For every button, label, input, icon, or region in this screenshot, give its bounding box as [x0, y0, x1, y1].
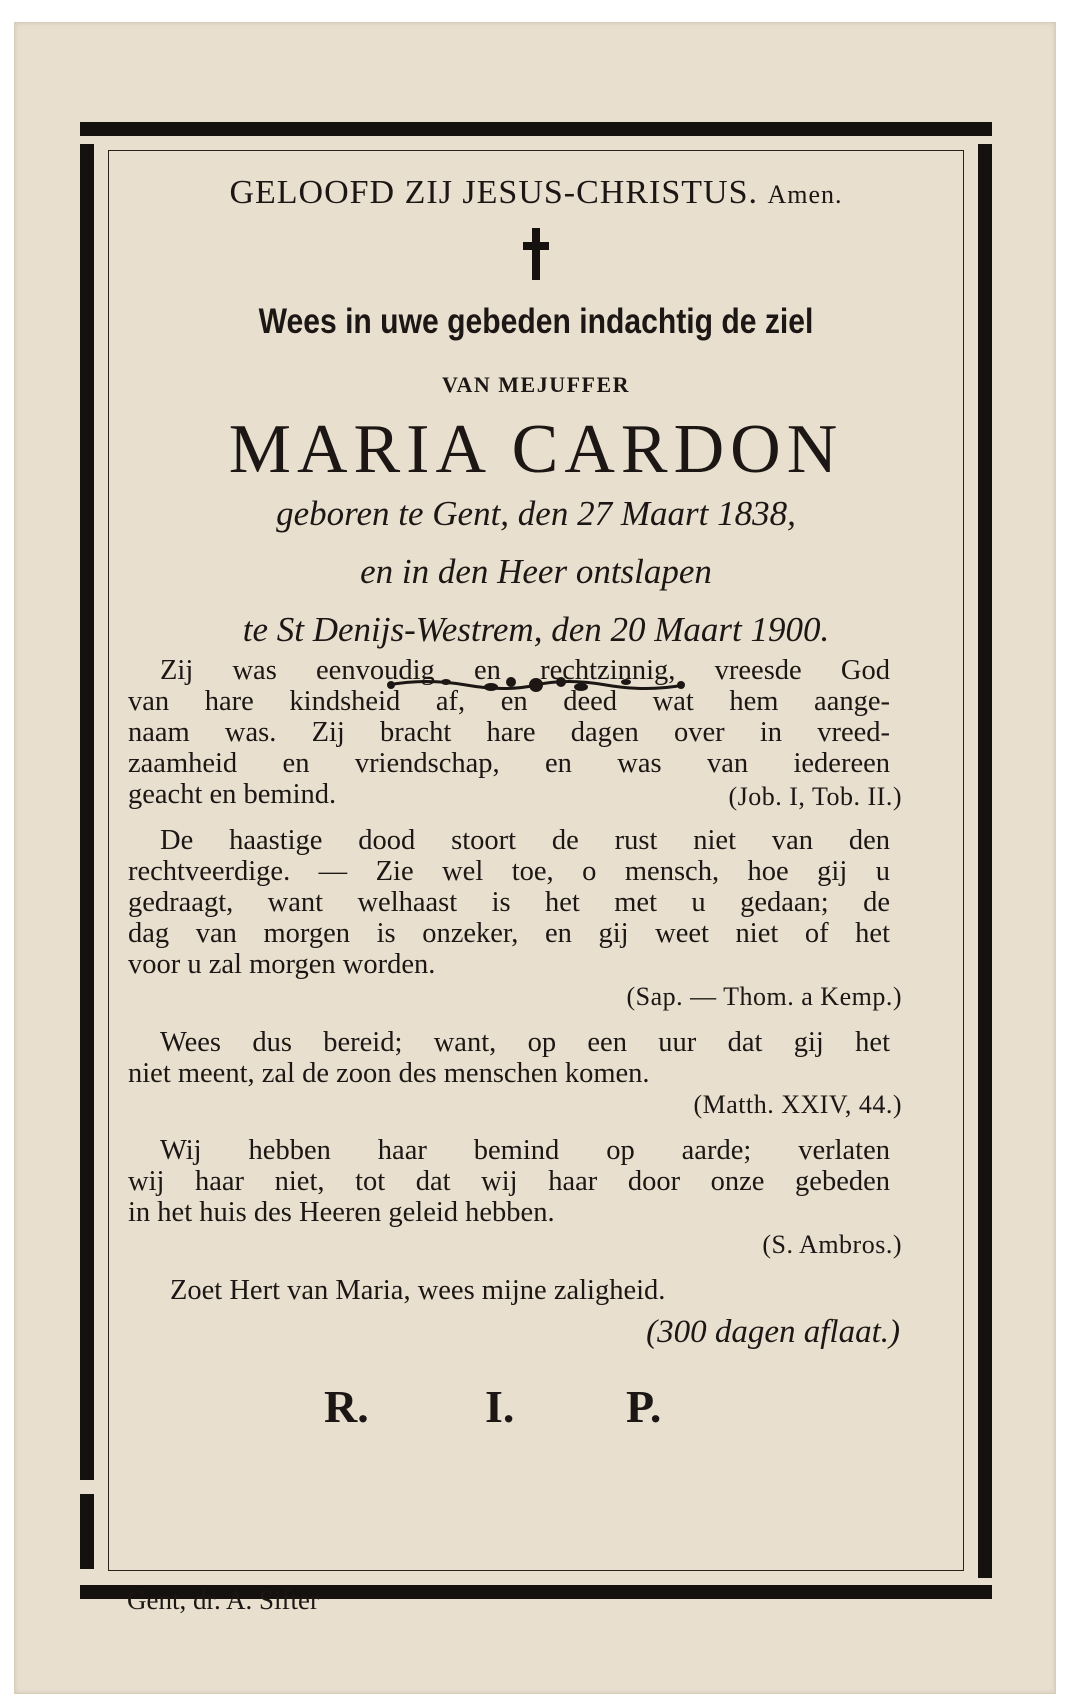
birth-line: geboren te Gent, den 27 Maart 1838,	[276, 494, 796, 533]
verse-line: geacht en bemind.	[128, 779, 337, 810]
rip-p: P.	[626, 1381, 662, 1432]
amen-text: Amen.	[767, 180, 843, 209]
verse-line: van hare kindsheid af, en deed wat hem aange-	[128, 686, 890, 717]
printer-credit: Gent, dr. A. Sifter	[127, 1585, 319, 1615]
verse-line: gedraagt, want welhaast is het met u gedaan; de	[128, 887, 890, 918]
rip-r: R.	[324, 1381, 369, 1432]
verse-line: wij haar niet, tot dat wij haar door onze gebeden	[128, 1166, 890, 1197]
death-line: en in den Heer ontslapen	[360, 552, 712, 591]
reference-2: (Sap. — Thom. a Kemp.)	[626, 982, 902, 1011]
rip-i: I.	[485, 1381, 515, 1432]
verse-line: De haastige dood stoort de rust niet van den	[160, 825, 890, 856]
card-content	[80, 122, 992, 1599]
cross-icon	[523, 228, 549, 280]
verse-line: naam was. Zij bracht hare dagen over in vreed-	[128, 717, 890, 748]
verse-line: niet meent, zal de zoon des menschen komen.	[128, 1058, 650, 1089]
praise-text: GELOOFD ZIJ JESUS-CHRISTUS.	[229, 174, 758, 211]
prayer-line: Wees in uwe gebeden indachtig de ziel	[258, 302, 814, 341]
verse-line: Wees dus bereid; want, op een uur dat gij het	[160, 1027, 890, 1058]
verse-line: in het huis des Heeren geleid hebben.	[128, 1197, 555, 1228]
memorial-card	[14, 22, 1056, 1694]
death-place-line: te St Denijs-Westrem, den 20 Maart 1900.	[242, 610, 830, 649]
verse-line: Wij hebben haar bemind op aarde; verlaten	[160, 1135, 890, 1166]
verse-line: zaamheid en vriendschap, en was van iedereen	[128, 748, 890, 779]
praise-line	[80, 174, 992, 212]
verse-4	[128, 1135, 890, 1228]
verse-line: rechtveerdige. — Zie wel toe, o mensch, hoe gij u	[128, 856, 890, 887]
reference-3: (Matth. XXIV, 44.)	[693, 1090, 902, 1119]
sacred-heart-prayer: Zoet Hert van Maria, wees mijne zaligheid.	[170, 1275, 666, 1306]
van-mejuffer: VAN MEJUFFER	[441, 372, 631, 397]
verse-2	[128, 825, 890, 980]
indulgence-note: (300 dagen aflaat.)	[646, 1314, 900, 1350]
verse-line: voor u zal morgen worden.	[128, 949, 436, 980]
verse-line: Zij was eenvoudig en rechtzinnig, vreesde God	[160, 655, 890, 686]
verse-line: dag van morgen is onzeker, en gij weet niet of het	[128, 918, 890, 949]
reference-1: (Job. I, Tob. II.)	[728, 782, 902, 811]
deceased-name: MARIA CARDON	[228, 411, 844, 488]
verse-3	[128, 1027, 890, 1089]
reference-4: (S. Ambros.)	[762, 1230, 902, 1259]
